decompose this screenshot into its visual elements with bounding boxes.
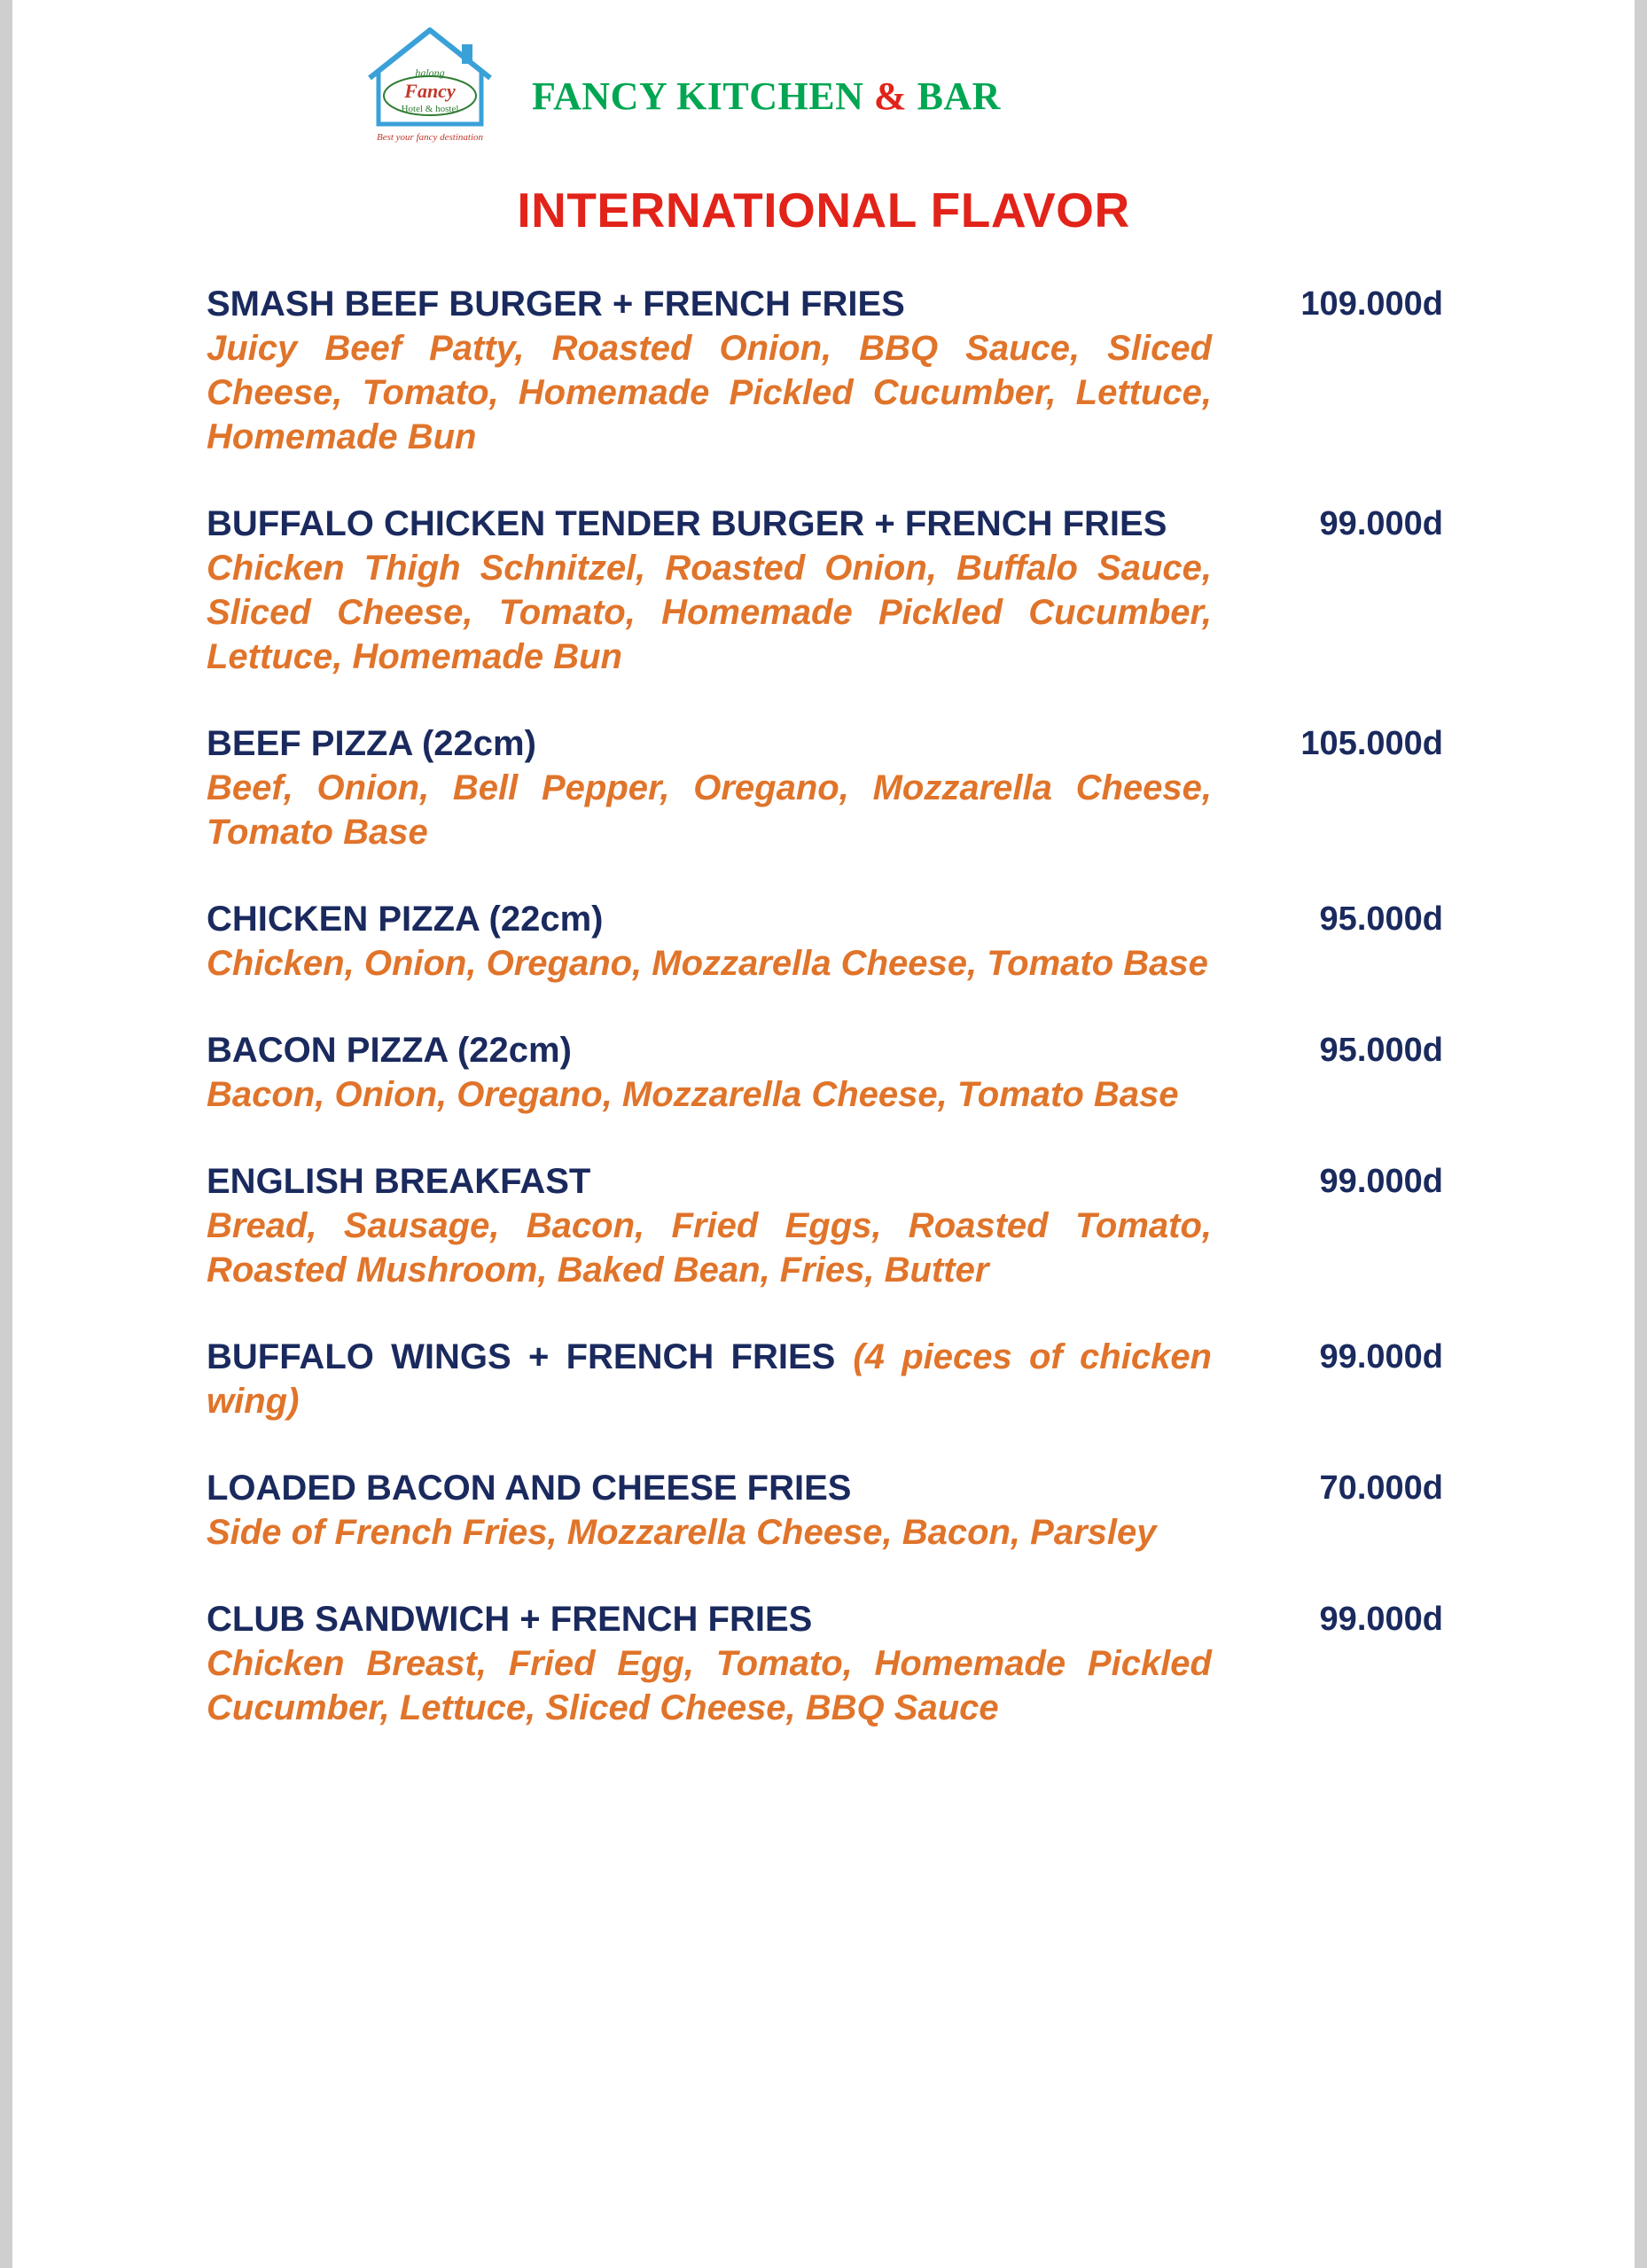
item-price: 70.000d	[1319, 1469, 1443, 1507]
item-name	[207, 1028, 1212, 1072]
item-price: 99.000d	[1319, 1163, 1443, 1200]
item-name-text: BUFFALO WINGS + FRENCH FRIES	[207, 1337, 836, 1376]
hotel-logo	[359, 25, 501, 149]
page-title: INTERNATIONAL FLAVOR	[517, 183, 1130, 238]
logo-chimney-icon	[462, 44, 472, 64]
item-price: 95.000d	[1319, 900, 1443, 938]
menu-item	[207, 1335, 1443, 1423]
item-description: Juicy Beef Patty, Roasted Onion, BBQ Sauce, Sliced Cheese, Tomato, Homemade Pickled Cucumber, Lettuce, Homemade Bun	[207, 329, 1212, 456]
item-description: Chicken, Onion, Oregano, Mozzarella Cheese, Tomato Base	[207, 944, 1208, 983]
brand-part-1: FANCY KITCHEN	[532, 74, 874, 118]
item-name-text: SMASH BEEF BURGER + FRENCH FRIES	[207, 284, 905, 323]
menu-item	[207, 897, 1443, 986]
item-name	[207, 502, 1212, 546]
brand-ampersand: &	[873, 74, 908, 118]
logo-name-text: Fancy	[404, 80, 456, 102]
item-name-text: BEEF PIZZA (22cm)	[207, 724, 536, 763]
item-price: 105.000d	[1300, 725, 1443, 762]
item-name	[207, 282, 1212, 326]
menu-item	[207, 1159, 1443, 1292]
item-name	[207, 897, 1212, 941]
item-name-text: ENGLISH BREAKFAST	[207, 1162, 591, 1201]
restaurant-name	[532, 74, 1241, 119]
menu-item	[207, 721, 1443, 854]
logo-sub-text: Hotel & hostel	[401, 104, 459, 114]
item-name-text: BACON PIZZA (22cm)	[207, 1031, 572, 1070]
menu-item	[207, 1597, 1443, 1730]
item-price: 95.000d	[1319, 1032, 1443, 1069]
item-name	[207, 721, 1212, 766]
item-note: (4 pieces of chicken wing)	[207, 1337, 1212, 1421]
menu-item	[207, 282, 1443, 459]
logo-slogan: Best your fancy destination	[376, 132, 484, 143]
menu-item	[207, 1466, 1443, 1555]
item-name	[207, 1159, 1212, 1204]
brand-part-2: BAR	[907, 74, 1001, 118]
item-name-text: CHICKEN PIZZA (22cm)	[207, 900, 604, 939]
item-name-text: LOADED BACON AND CHEESE FRIES	[207, 1469, 852, 1508]
item-price: 99.000d	[1319, 505, 1443, 542]
item-description: Chicken Breast, Fried Egg, Tomato, Homemade Pickled Cucumber, Lettuce, Sliced Cheese, BBQ Sauce	[207, 1644, 1212, 1727]
item-name-text: BUFFALO CHICKEN TENDER BURGER + FRENCH FRIES	[207, 504, 1167, 543]
item-name	[207, 1335, 1212, 1423]
item-price: 99.000d	[1319, 1338, 1443, 1376]
right-edge	[1635, 0, 1647, 2268]
left-edge	[0, 0, 12, 2268]
item-description: Bread, Sausage, Bacon, Fried Eggs, Roasted Tomato, Roasted Mushroom, Baked Bean, Fries, Butter	[207, 1206, 1212, 1290]
menu-item	[207, 1028, 1443, 1117]
item-name-text: CLUB SANDWICH + FRENCH FRIES	[207, 1600, 813, 1639]
item-name	[207, 1597, 1212, 1641]
item-name	[207, 1466, 1212, 1510]
item-description: Beef, Onion, Bell Pepper, Oregano, Mozzarella Cheese, Tomato Base	[207, 768, 1212, 852]
item-price: 99.000d	[1319, 1601, 1443, 1638]
item-description: Side of French Fries, Mozzarella Cheese, Bacon, Parsley	[207, 1513, 1157, 1552]
menu-list	[207, 282, 1443, 1773]
item-description: Chicken Thigh Schnitzel, Roasted Onion, Buffalo Sauce, Sliced Cheese, Tomato, Homemade Pickled Cucumber, Lettuce, Homemade Bun	[207, 549, 1212, 676]
logo-top-text: halong	[415, 66, 445, 79]
menu-item	[207, 502, 1443, 679]
item-description: Bacon, Onion, Oregano, Mozzarella Cheese, Tomato Base	[207, 1075, 1179, 1114]
item-price: 109.000d	[1300, 285, 1443, 323]
